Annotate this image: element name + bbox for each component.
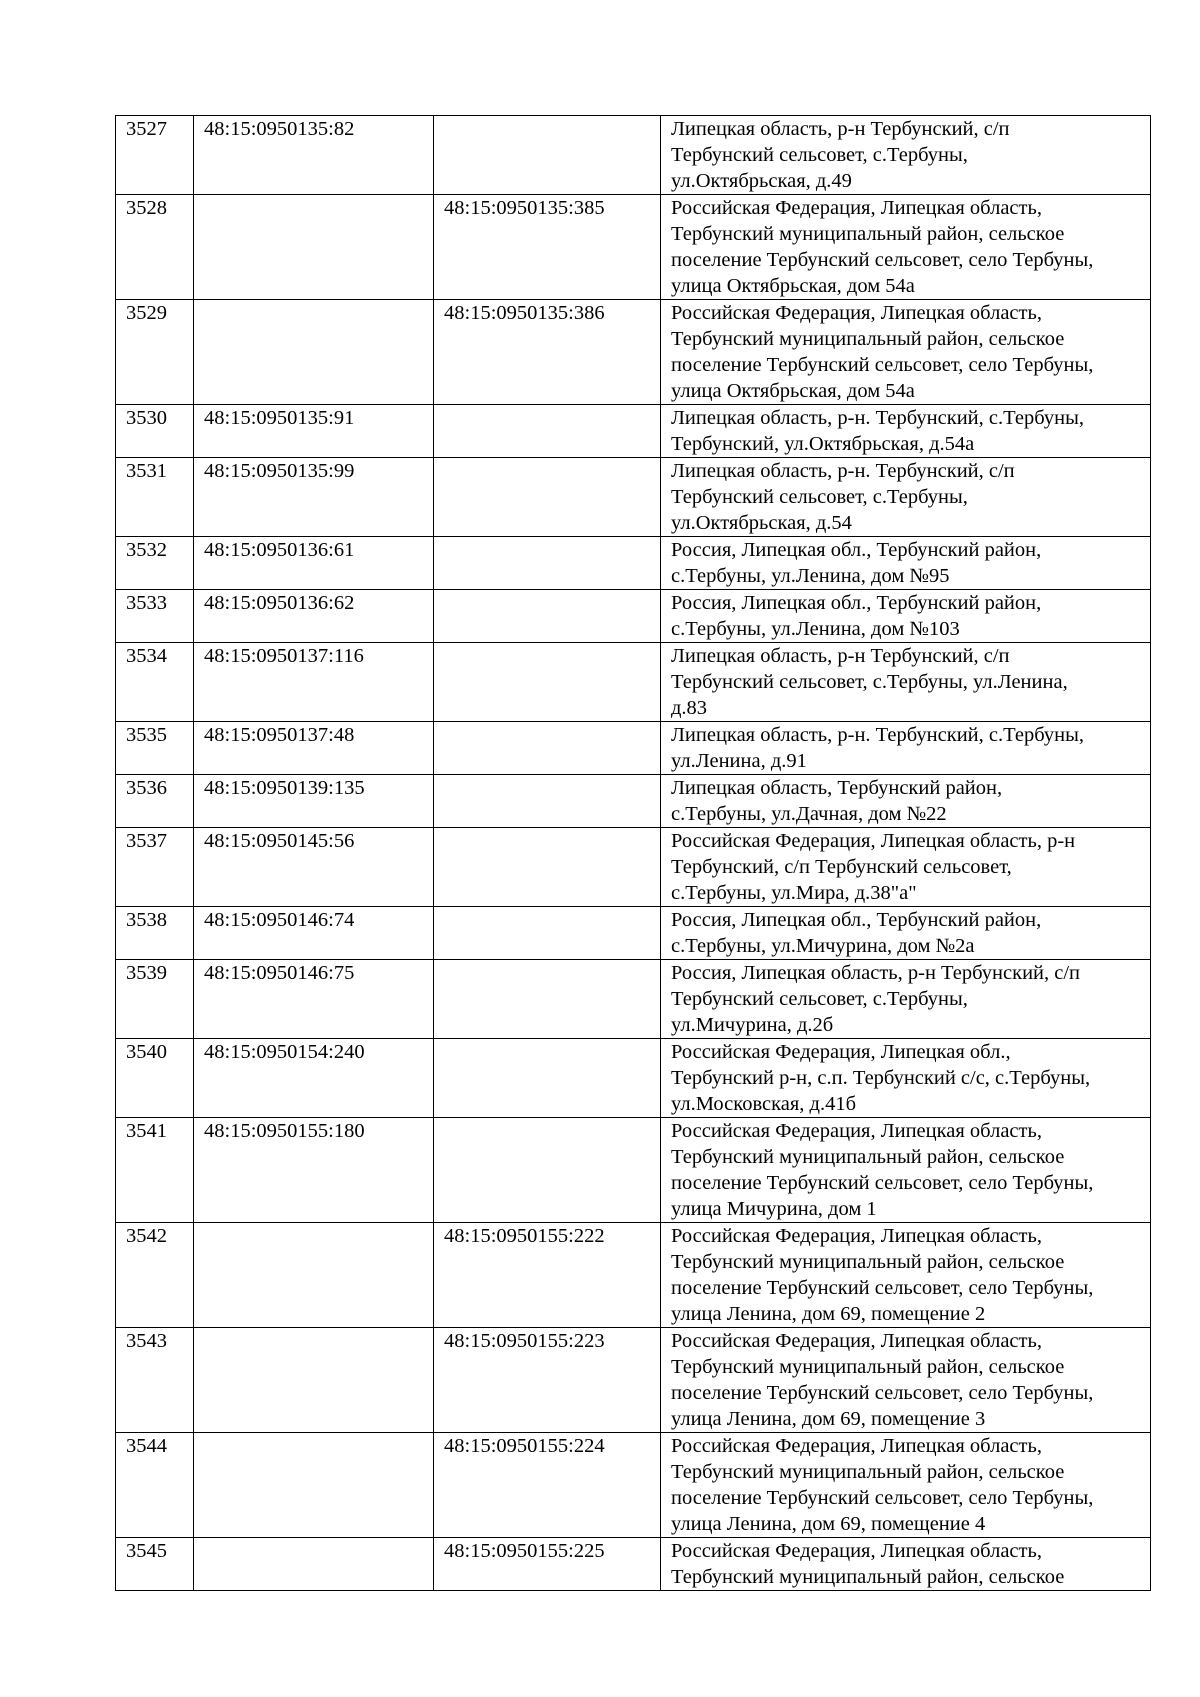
cell-cadastral-object bbox=[434, 775, 661, 828]
cell-cadastral-parcel: 48:15:0950146:74 bbox=[194, 907, 434, 960]
cell-cadastral-object bbox=[434, 828, 661, 907]
cell-number: 3540 bbox=[116, 1039, 194, 1118]
cell-cadastral-object: 48:15:0950155:224 bbox=[434, 1433, 661, 1538]
cell-cadastral-parcel bbox=[194, 300, 434, 405]
cell-address: Липецкая область, р-н. Тербунский, с/п Тербунский сельсовет, с.Тербуны, ул.Октябрьская, д.54 bbox=[661, 458, 1151, 537]
cell-cadastral-parcel: 48:15:0950135:91 bbox=[194, 405, 434, 458]
cell-number: 3542 bbox=[116, 1223, 194, 1328]
cell-cadastral-object: 48:15:0950155:222 bbox=[434, 1223, 661, 1328]
cell-address: Россия, Липецкая область, р-н Тербунский, с/п Тербунский сельсовет, с.Тербуны, ул.Мичурина, д.2б bbox=[661, 960, 1151, 1039]
cell-cadastral-parcel bbox=[194, 195, 434, 300]
cell-address: Липецкая область, Тербунский район, с.Тербуны, ул.Дачная, дом №22 bbox=[661, 775, 1151, 828]
cell-cadastral-parcel: 48:15:0950146:75 bbox=[194, 960, 434, 1039]
cell-cadastral-object bbox=[434, 405, 661, 458]
cell-cadastral-parcel: 48:15:0950139:135 bbox=[194, 775, 434, 828]
cell-cadastral-parcel: 48:15:0950135:82 bbox=[194, 116, 434, 195]
document-page bbox=[115, 115, 1150, 1591]
table-row bbox=[116, 722, 1151, 775]
table-row bbox=[116, 1118, 1151, 1223]
cell-number: 3545 bbox=[116, 1538, 194, 1591]
table-row bbox=[116, 775, 1151, 828]
cell-cadastral-parcel: 48:15:0950155:180 bbox=[194, 1118, 434, 1223]
cell-address: Российская Федерация, Липецкая область, Тербунский муниципальный район, сельское поселение Тербунский сельсовет, село Тербуны, улица Ленина, дом 69, помещение 4 bbox=[661, 1433, 1151, 1538]
table-row bbox=[116, 195, 1151, 300]
cell-cadastral-parcel: 48:15:0950136:61 bbox=[194, 537, 434, 590]
cell-address: Российская Федерация, Липецкая обл., Тербунский р-н, с.п. Тербунский с/с, с.Тербуны, ул.Московская, д.41б bbox=[661, 1039, 1151, 1118]
table-row bbox=[116, 828, 1151, 907]
cell-cadastral-object: 48:15:0950155:225 bbox=[434, 1538, 661, 1591]
cell-number: 3527 bbox=[116, 116, 194, 195]
cell-cadastral-parcel: 48:15:0950137:48 bbox=[194, 722, 434, 775]
cell-cadastral-parcel: 48:15:0950137:116 bbox=[194, 643, 434, 722]
registry-table bbox=[115, 115, 1151, 1591]
registry-table-body bbox=[116, 116, 1151, 1591]
table-row bbox=[116, 1328, 1151, 1433]
cell-cadastral-parcel bbox=[194, 1328, 434, 1433]
cell-cadastral-object bbox=[434, 458, 661, 537]
cell-address: Липецкая область, р-н. Тербунский, с.Тербуны, ул.Ленина, д.91 bbox=[661, 722, 1151, 775]
cell-cadastral-object bbox=[434, 537, 661, 590]
cell-number: 3531 bbox=[116, 458, 194, 537]
cell-cadastral-parcel: 48:15:0950145:56 bbox=[194, 828, 434, 907]
cell-address: Россия, Липецкая обл., Тербунский район, с.Тербуны, ул.Ленина, дом №95 bbox=[661, 537, 1151, 590]
cell-cadastral-object bbox=[434, 116, 661, 195]
cell-address: Российская Федерация, Липецкая область, Тербунский муниципальный район, сельское bbox=[661, 1538, 1151, 1591]
cell-address: Российская Федерация, Липецкая область, Тербунский муниципальный район, сельское поселение Тербунский сельсовет, село Тербуны, улица Мичурина, дом 1 bbox=[661, 1118, 1151, 1223]
cell-number: 3530 bbox=[116, 405, 194, 458]
cell-address: Российская Федерация, Липецкая область, Тербунский муниципальный район, сельское поселение Тербунский сельсовет, село Тербуны, улица Ленина, дом 69, помещение 3 bbox=[661, 1328, 1151, 1433]
table-row bbox=[116, 405, 1151, 458]
cell-address: Липецкая область, р-н Тербунский, с/п Тербунский сельсовет, с.Тербуны, ул.Октябрьская, д.49 bbox=[661, 116, 1151, 195]
cell-number: 3536 bbox=[116, 775, 194, 828]
cell-number: 3543 bbox=[116, 1328, 194, 1433]
cell-number: 3537 bbox=[116, 828, 194, 907]
table-row bbox=[116, 300, 1151, 405]
cell-cadastral-parcel bbox=[194, 1433, 434, 1538]
cell-cadastral-object: 48:15:0950135:386 bbox=[434, 300, 661, 405]
cell-cadastral-object bbox=[434, 643, 661, 722]
table-row bbox=[116, 590, 1151, 643]
cell-cadastral-object bbox=[434, 960, 661, 1039]
cell-number: 3534 bbox=[116, 643, 194, 722]
cell-cadastral-object bbox=[434, 590, 661, 643]
cell-number: 3535 bbox=[116, 722, 194, 775]
cell-number: 3541 bbox=[116, 1118, 194, 1223]
table-row bbox=[116, 1223, 1151, 1328]
cell-cadastral-object: 48:15:0950135:385 bbox=[434, 195, 661, 300]
cell-cadastral-parcel: 48:15:0950135:99 bbox=[194, 458, 434, 537]
table-row bbox=[116, 1433, 1151, 1538]
cell-number: 3529 bbox=[116, 300, 194, 405]
cell-address: Российская Федерация, Липецкая область, Тербунский муниципальный район, сельское поселение Тербунский сельсовет, село Тербуны, улица Октябрьская, дом 54а bbox=[661, 195, 1151, 300]
cell-cadastral-parcel: 48:15:0950136:62 bbox=[194, 590, 434, 643]
cell-cadastral-object: 48:15:0950155:223 bbox=[434, 1328, 661, 1433]
cell-cadastral-object bbox=[434, 907, 661, 960]
cell-cadastral-object bbox=[434, 722, 661, 775]
cell-number: 3544 bbox=[116, 1433, 194, 1538]
cell-address: Российская Федерация, Липецкая область, Тербунский муниципальный район, сельское поселение Тербунский сельсовет, село Тербуны, улица Октябрьская, дом 54а bbox=[661, 300, 1151, 405]
cell-cadastral-object bbox=[434, 1118, 661, 1223]
cell-cadastral-parcel bbox=[194, 1223, 434, 1328]
table-row bbox=[116, 1538, 1151, 1591]
cell-cadastral-parcel: 48:15:0950154:240 bbox=[194, 1039, 434, 1118]
table-row bbox=[116, 1039, 1151, 1118]
cell-number: 3533 bbox=[116, 590, 194, 643]
cell-number: 3528 bbox=[116, 195, 194, 300]
cell-address: Россия, Липецкая обл., Тербунский район, с.Тербуны, ул.Ленина, дом №103 bbox=[661, 590, 1151, 643]
cell-address: Российская Федерация, Липецкая область, Тербунский муниципальный район, сельское поселение Тербунский сельсовет, село Тербуны, улица Ленина, дом 69, помещение 2 bbox=[661, 1223, 1151, 1328]
cell-address: Российская Федерация, Липецкая область, р-н Тербунский, с/п Тербунский сельсовет, с.Тербуны, ул.Мира, д.38"а" bbox=[661, 828, 1151, 907]
cell-address: Липецкая область, р-н. Тербунский, с.Тербуны, Тербунский, ул.Октябрьская, д.54а bbox=[661, 405, 1151, 458]
table-row bbox=[116, 116, 1151, 195]
table-row bbox=[116, 960, 1151, 1039]
cell-cadastral-parcel bbox=[194, 1538, 434, 1591]
table-row bbox=[116, 458, 1151, 537]
cell-number: 3538 bbox=[116, 907, 194, 960]
cell-number: 3532 bbox=[116, 537, 194, 590]
cell-address: Липецкая область, р-н Тербунский, с/п Тербунский сельсовет, с.Тербуны, ул.Ленина, д.83 bbox=[661, 643, 1151, 722]
cell-cadastral-object bbox=[434, 1039, 661, 1118]
table-row bbox=[116, 907, 1151, 960]
cell-number: 3539 bbox=[116, 960, 194, 1039]
table-row bbox=[116, 643, 1151, 722]
table-row bbox=[116, 537, 1151, 590]
cell-address: Россия, Липецкая обл., Тербунский район, с.Тербуны, ул.Мичурина, дом №2а bbox=[661, 907, 1151, 960]
